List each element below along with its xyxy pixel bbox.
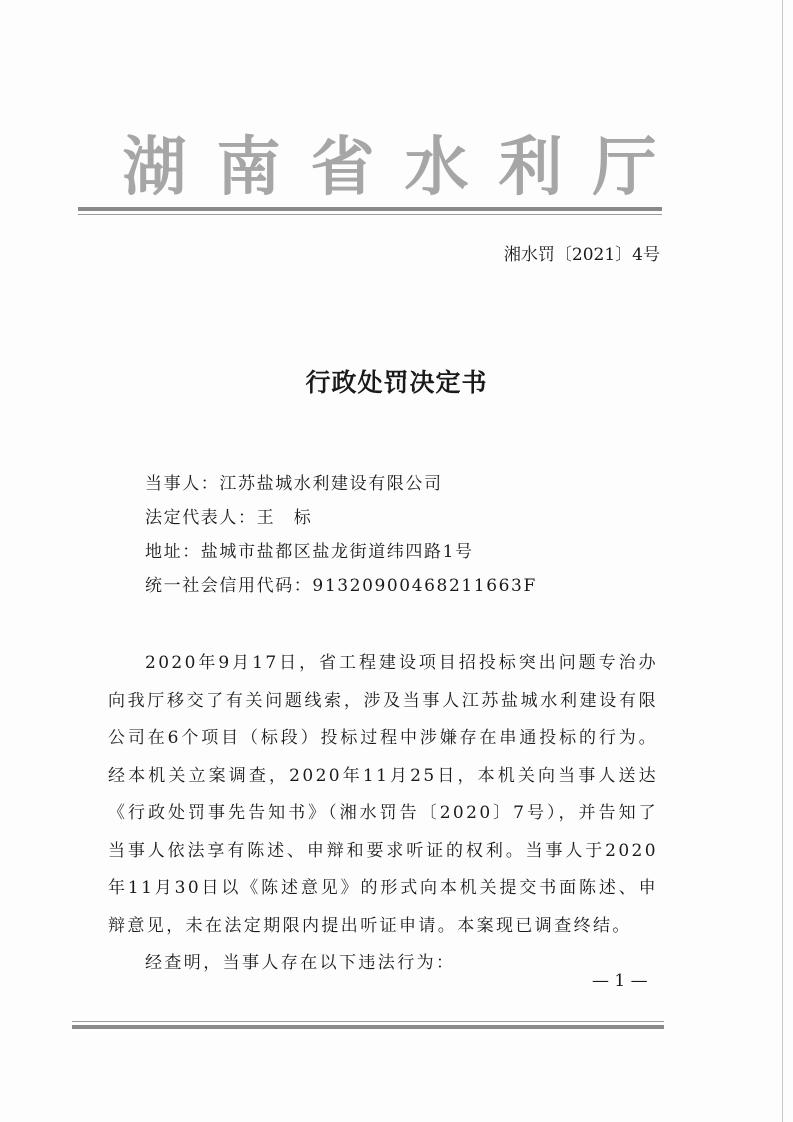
body-paragraph-1: 2020年9月17日，省工程建设项目招投标突出问题专治办向我厅移交了有关问题线索，涉及当事人江苏盐城水利建设有限公司在6个项目（标段）投标过程中涉嫌存在串通投标的行为。经本机关立案调查，2020年11月25日，本机关向当事人送达《行政处罚事先告知书》（湘水罚告〔2020〕7号），并告知了当事人依法享有陈述、申辩和要求听证的权利。当事人于2020年11月30日以《陈述意见》的形式向本机关提交书面陈述、申辩意见，未在法定期限内提出听证申请。本案现已调查终结。 (108, 653, 658, 936)
address-line: 地址：盐城市盐都区盐龙街道纬四路1号 (145, 542, 474, 562)
body-text (108, 645, 658, 983)
footer-rule-thin (72, 1021, 664, 1022)
letterhead-rule-thin (78, 214, 662, 215)
party-info-block (145, 467, 665, 603)
legal-representative-line: 法定代表人：王 标 (145, 508, 313, 528)
document-title: 行政处罚决定书 (305, 368, 488, 397)
letterhead-agency-name: 湖南省水利厅 (122, 131, 687, 205)
credit-code-line: 统一社会信用代码：91320900468211663F (145, 576, 537, 596)
letterhead-rule-thick (78, 207, 662, 211)
document-number: 湘水罚〔2021〕4号 (503, 245, 660, 265)
body-paragraph-2: 经查明，当事人存在以下违法行为： (145, 953, 456, 973)
party-name-line: 当事人：江苏盐城水利建设有限公司 (145, 474, 443, 494)
page-number: — 1 — (592, 971, 648, 991)
footer-rule-thick (72, 1025, 664, 1029)
